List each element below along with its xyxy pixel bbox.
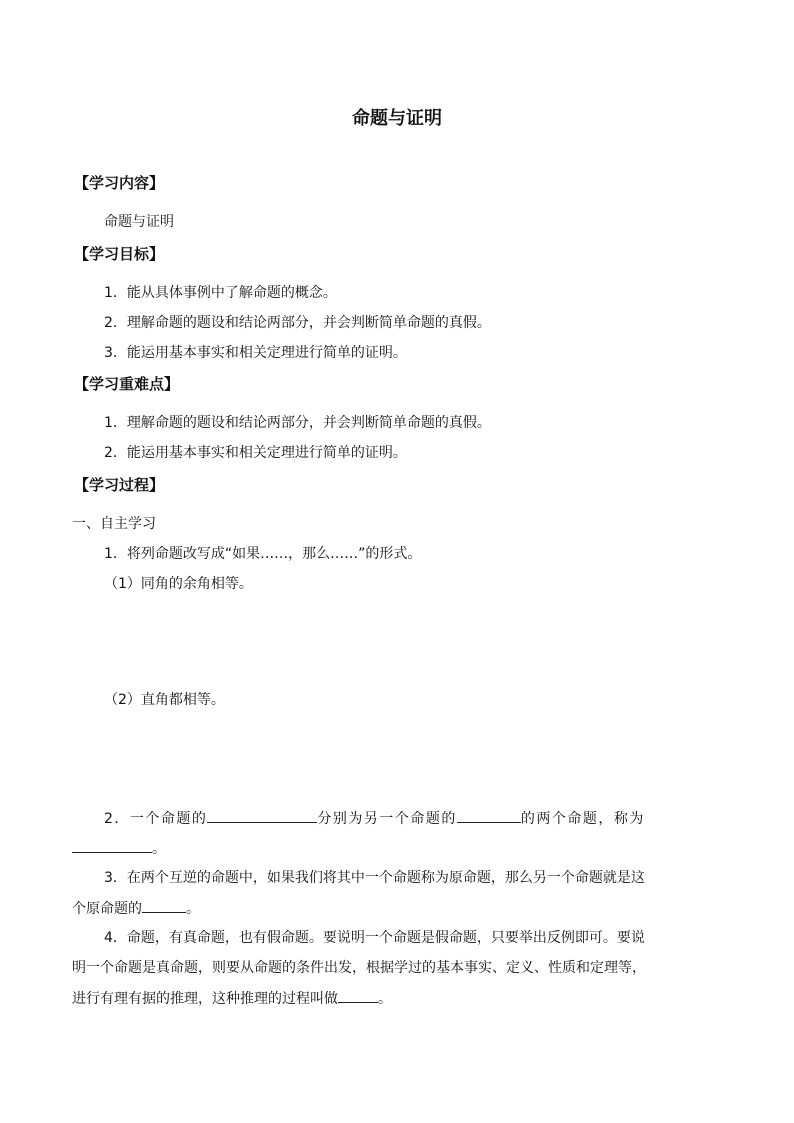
- question-4-line-3: [72, 988, 392, 1009]
- difficulty-item-1: 1．理解命题的题设和结论两部分，并会判断简单命题的真假。: [104, 415, 491, 431]
- question-1a: （1）同角的余角相等。: [104, 576, 253, 592]
- question-4-end: 。: [378, 991, 392, 1007]
- question-1b: （2）直角都相等。: [104, 692, 225, 708]
- question-3-line-2: [72, 898, 200, 919]
- learning-content-text: 命题与证明: [104, 214, 174, 230]
- answer-blank-q4[interactable]: [338, 988, 378, 1003]
- question-3-end: 。: [186, 901, 200, 917]
- question-3-line-1: 3．在两个互逆的命题中，如果我们将其中一个命题称为原命题，那么另一个命题就是这: [104, 870, 645, 886]
- question-2-line-1: [104, 808, 722, 829]
- question-2-text-b: 分别为另一个命题的: [317, 811, 457, 827]
- answer-blank-q3[interactable]: [142, 898, 186, 913]
- question-4-text: 进行有理有据的推理，这种推理的过程叫做: [72, 991, 338, 1007]
- heading-learning-goals: 【学习目标】: [74, 245, 165, 263]
- heading-key-difficulties: 【学习重难点】: [74, 375, 180, 393]
- page-title: 命题与证明: [352, 108, 442, 129]
- goal-item-2: 2．理解命题的题设和结论两部分，并会判断简单命题的真假。: [104, 315, 491, 331]
- question-4-line-2: 明一个命题是真命题，则要从命题的条件出发，根据学过的基本事实、定义、性质和定理等，: [72, 960, 646, 976]
- heading-learning-content: 【学习内容】: [74, 174, 165, 192]
- heading-learning-process: 【学习过程】: [74, 476, 165, 494]
- goal-item-3: 3．能运用基本事实和相关定理进行简单的证明。: [104, 345, 407, 361]
- question-2-end: 。: [152, 841, 166, 857]
- difficulty-item-2: 2．能运用基本事实和相关定理进行简单的证明。: [104, 445, 407, 461]
- goal-item-1: 1．能从具体事例中了解命题的概念。: [104, 285, 337, 301]
- answer-blank-q2-1[interactable]: [207, 808, 317, 823]
- part-self-study: 一、自主学习: [72, 516, 156, 532]
- answer-blank-q2-2[interactable]: [457, 808, 521, 823]
- question-4-line-1: 4．命题，有真命题，也有假命题。要说明一个命题是假命题，只要举出反例即可。要说: [104, 930, 645, 946]
- question-1: 1．将列命题改写成“如果……，那么……”的形式。: [104, 546, 422, 562]
- question-2-text-c: 的两个命题，称为: [520, 811, 645, 827]
- question-3-text: 个原命题的: [72, 901, 142, 917]
- answer-blank-q2-3[interactable]: [72, 838, 152, 853]
- question-2-line-2: [72, 838, 166, 859]
- question-2-text-a: 2．一个命题的: [104, 811, 208, 827]
